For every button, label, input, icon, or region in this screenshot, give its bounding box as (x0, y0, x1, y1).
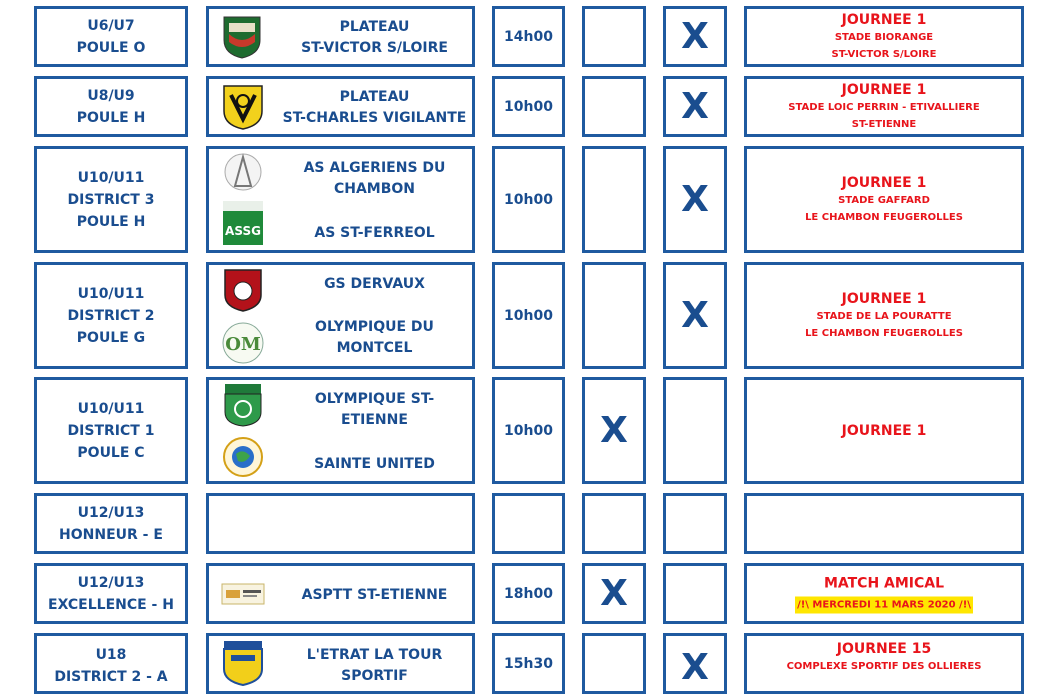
category-cell: U10/U11 DISTRICT 1 POULE C (34, 377, 188, 484)
etrat-la-tour-logo (221, 639, 265, 687)
olympique-st-etienne-logo (221, 382, 265, 428)
category-cell: U18 DISTRICT 2 - A (34, 633, 188, 694)
info-cell: JOURNEE 1 STADE GAFFARD LE CHAMBON FEUGEROLLES (744, 146, 1024, 253)
category-cell: U6/U7 POULE O (34, 6, 188, 67)
time-cell: 15h30 (492, 633, 565, 694)
svg-text:ASSG: ASSG (225, 224, 261, 238)
time-cell: 10h00 (492, 76, 565, 137)
home-cell (582, 146, 646, 253)
club-cell: OLYMPIQUE ST- ETIENNE SAINTE UNITED (206, 377, 475, 484)
time-cell: 10h00 (492, 146, 565, 253)
club-cell (206, 493, 475, 554)
away-cell (663, 377, 727, 484)
info-cell: JOURNEE 1 STADE DE LA POURATTE LE CHAMBON FEUGEROLLES (744, 262, 1024, 369)
club-cell: OM GS DERVAUX OLYMPIQUE DU MONTCEL (206, 262, 475, 369)
info-cell: JOURNEE 15 COMPLEXE SPORTIF DES OLLIERES (744, 633, 1024, 694)
date-warning: /!\ MERCREDI 11 MARS 2020 /!\ (795, 596, 973, 613)
home-cell (582, 76, 646, 137)
home-cell (582, 493, 646, 554)
away-cell (663, 493, 727, 554)
table-row (0, 493, 1058, 554)
away-cell: X (663, 633, 727, 694)
info-cell: JOURNEE 1 STADE BIORANGE ST-VICTOR S/LOIRE (744, 6, 1024, 67)
category-cell: U10/U11 DISTRICT 2 POULE G (34, 262, 188, 369)
club-cell: L'ETRAT LA TOUR SPORTIF (206, 633, 475, 694)
table-row (0, 146, 1058, 253)
away-cell: X (663, 146, 727, 253)
st-charles-vigilante-logo (221, 83, 265, 131)
time-cell (492, 493, 565, 554)
category-cell: U8/U9 POULE H (34, 76, 188, 137)
table-row (0, 6, 1058, 67)
table-row (0, 76, 1058, 137)
time-cell: 14h00 (492, 6, 565, 67)
time-cell: 10h00 (492, 262, 565, 369)
gs-dervaux-logo (221, 267, 265, 313)
olympique-montcel-logo (221, 320, 265, 366)
away-cell: X (663, 262, 727, 369)
info-cell (744, 493, 1024, 554)
home-cell (582, 6, 646, 67)
time-cell: 18h00 (492, 563, 565, 624)
category-cell: U12/U13 HONNEUR - E (34, 493, 188, 554)
away-cell: X (663, 76, 727, 137)
category-cell: U10/U11 DISTRICT 3 POULE H (34, 146, 188, 253)
table-row (0, 563, 1058, 624)
sainte-united-logo (221, 434, 265, 480)
asptt-logo (221, 582, 265, 606)
time-cell: 10h00 (492, 377, 565, 484)
as-st-ferreol-logo (221, 199, 265, 247)
club-cell: ASSG AS ALGERIENS DU CHAMBON AS ST-FERREOL (206, 146, 475, 253)
category-cell: U12/U13 EXCELLENCE - H (34, 563, 188, 624)
away-cell: X (663, 6, 727, 67)
home-cell: X (582, 563, 646, 624)
club-cell: PLATEAU ST-VICTOR S/LOIRE (206, 6, 475, 67)
club-cell: PLATEAU ST-CHARLES VIGILANTE (206, 76, 475, 137)
as-algeriens-logo (221, 152, 265, 192)
away-cell (663, 563, 727, 624)
info-cell: JOURNEE 1 (744, 377, 1024, 484)
st-victor-logo (221, 14, 263, 60)
info-cell: JOURNEE 1 STADE LOIC PERRIN - ETIVALLIERE ST-ETIENNE (744, 76, 1024, 137)
info-cell: MATCH AMICAL /!\ MERCREDI 11 MARS 2020 /!\ (744, 563, 1024, 624)
table-row (0, 262, 1058, 369)
home-cell (582, 633, 646, 694)
table-row (0, 377, 1058, 484)
club-cell: ASPTT ST-ETIENNE (206, 563, 475, 624)
svg-text:OM: OM (225, 334, 261, 355)
home-cell (582, 262, 646, 369)
table-row (0, 633, 1058, 688)
home-cell: X (582, 377, 646, 484)
